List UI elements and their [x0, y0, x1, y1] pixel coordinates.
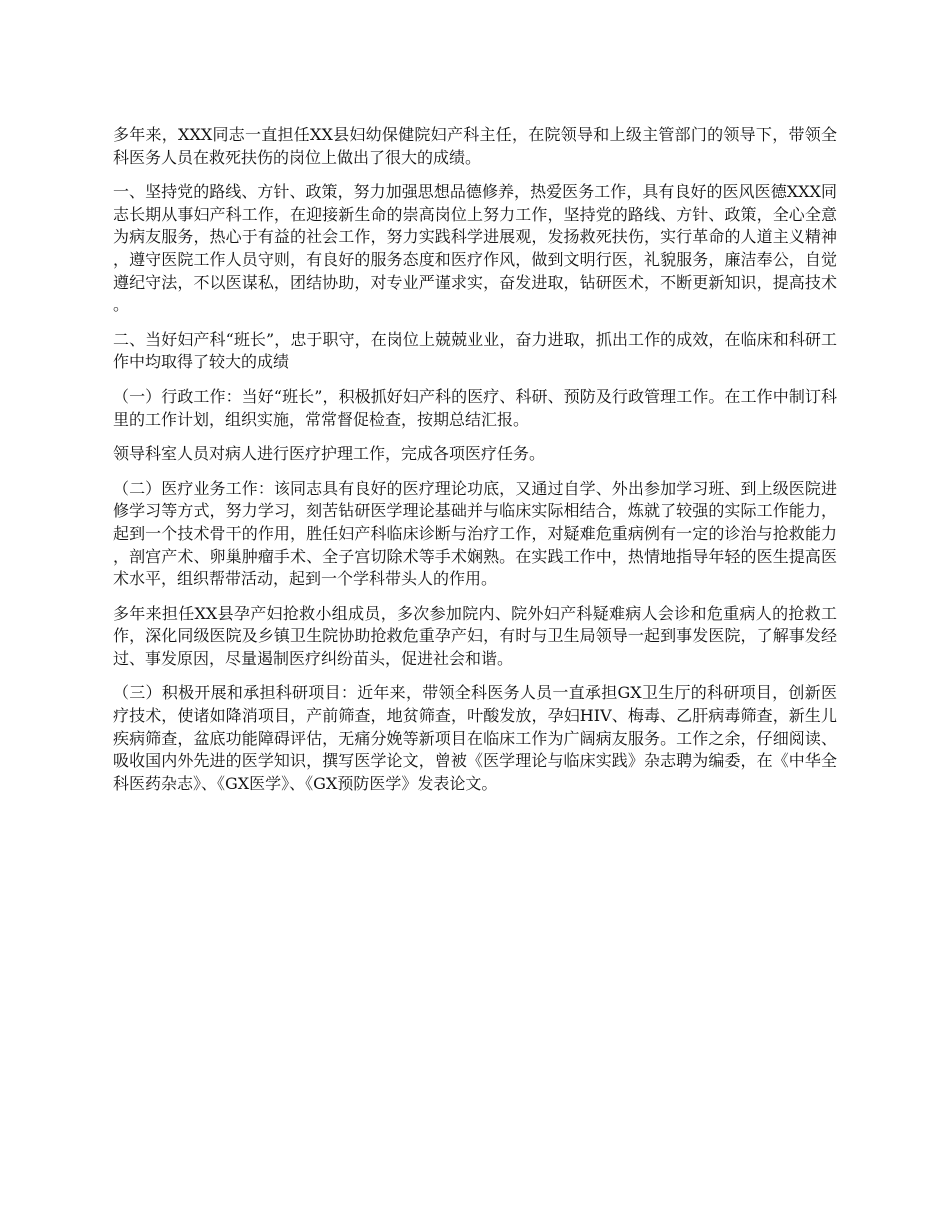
- paragraph-section-one: 一、坚持党的路线、方针、政策，努力加强思想品德修养，热爱医务工作，具有良好的医风医德XXX同志长期从事妇产科工作，在迎接新生命的崇高岗位上努力工作，坚持党的路线、方针、政策，全心全意为病友服务，热心于有益的社会工作，努力实践科学进展观，发扬救死扶伤，实行革命的人道主义精神，遵守医院工作人员守则，有良好的服务态度和医疗作风，做到文明行医，礼貌服务，廉洁奉公，自觉遵纪守法，不以医谋私，团结协助，对专业严谨求实，奋发进取，钻研医术，不断更新知识，提高技术。: [113, 182, 837, 315]
- paragraph-research: （三）积极开展和承担科研项目：近年来，带领全科医务人员一直承担GX卫生厅的科研项目，创新医疗技术，使诸如降消项目，产前筛查，地贫筛查，叶酸发放，孕妇HIV、梅毒、乙肝病毒筛查，新生儿疾病筛查，盆底功能障碍评估，无痛分娩等新项目在临床工作为广阔病友服务。工作之余，仔细阅读、吸收国内外先进的医学知识，撰写医学论文，曾被《医学理论与临床实践》杂志聘为编委，在《中华全科医药杂志》、《GX医学》、《GX预防医学》发表论文。: [113, 683, 837, 793]
- paragraph-intro: 多年来，XXX同志一直担任XX县妇幼保健院妇产科主任，在院领导和上级主管部门的领导下，带领全科医务人员在救死扶伤的岗位上做出了很大的成绩。: [113, 125, 837, 167]
- paragraph-medical-work: （二）医疗业务工作：该同志具有良好的医疗理论功底，又通过自学、外出参加学习班、到上级医院进修学习等方式，努力学习，刻苦钻研医学理论基础并与临床实际相结合，炼就了较强的实际工作能力，起到一个技术骨干的作用，胜任妇产科临床诊断与治疗工作，对疑难危重病例有一定的诊治与抢救能力，剖宫产术、卵巢肿瘤手术、全子宫切除术等手术娴熟。在实践工作中，热情地指导年轻的医生提高医术水平，组织帮带活动，起到一个学科带头人的作用。: [113, 478, 837, 589]
- document-body: [113, 124, 837, 807]
- paragraph-admin-work: （一）行政工作：当好“班长”，积极抓好妇产科的医疗、科研、预防及行政管理工作。在工作中制订科里的工作计划，组织实施，常常督促检查，按期总结汇报。: [113, 386, 837, 429]
- paragraph-lead-staff: 领导科室人员对病人进行医疗护理工作，完成各项医疗任务。: [113, 444, 546, 464]
- paragraph-section-two: 二、当好妇产科“班长”，忠于职守，在岗位上兢兢业业，奋力进取，抓出工作的成效，在临床和科研工作中均取得了较大的成绩: [113, 329, 837, 372]
- paragraph-rescue-team: 多年来担任XX县孕产妇抢救小组成员，多次参加院内、院外妇产科疑难病人会诊和危重病人的抢救工作，深化同级医院及乡镇卫生院协助抢救危重孕产妇，有时与卫生局领导一起到事发医院，了解事发经过、事发原因，尽量遏制医疗纠纷苗头，促进社会和谐。: [113, 603, 837, 668]
